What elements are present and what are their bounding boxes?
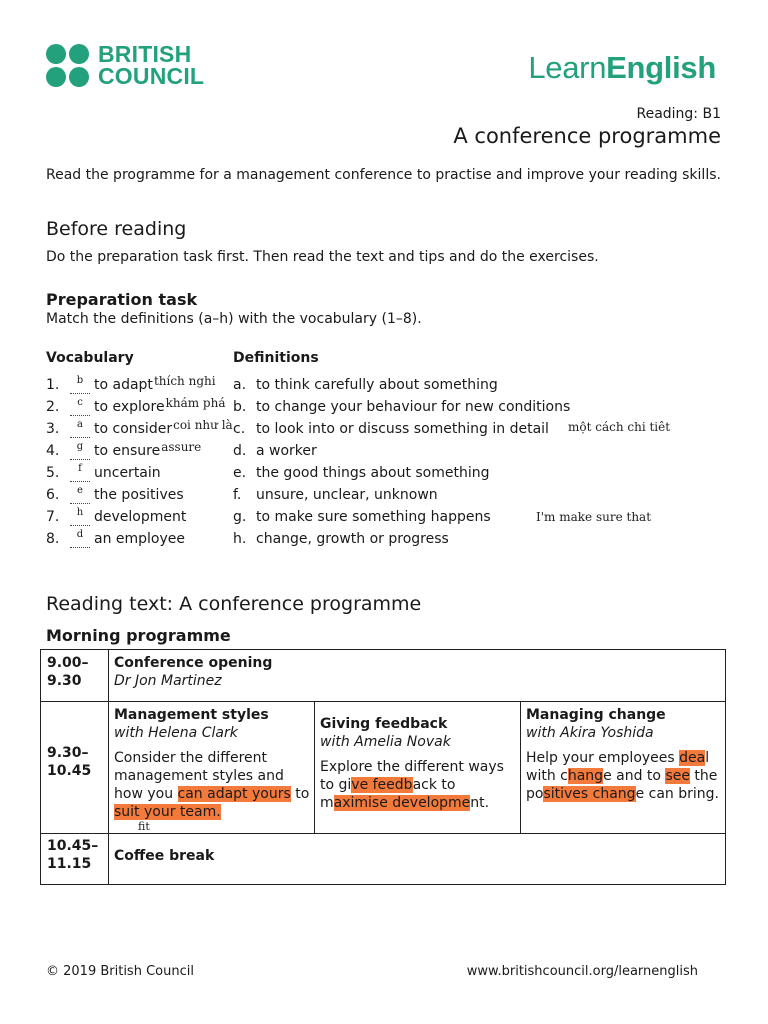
learnenglish-brand	[528, 50, 716, 86]
handwritten-note: coi như là	[173, 418, 233, 432]
footer-copyright: © 2019 British Council	[46, 964, 194, 979]
definition-text: a worker	[256, 443, 317, 459]
answer-blank[interactable]: h	[70, 507, 90, 526]
definition-letter: e.	[233, 465, 247, 481]
handwritten-note: thích nghi	[153, 374, 216, 388]
vocab-word: to adaptthích nghi	[94, 374, 216, 393]
session-speaker: with Akira Yoshida	[526, 725, 654, 741]
handwritten-note: khám phá	[165, 396, 226, 410]
definition-letter: a.	[233, 377, 247, 393]
before-reading-text: Do the preparation task first. Then read the text and tips and do the exercises.	[46, 249, 599, 265]
morning-programme-heading: Morning programme	[46, 626, 231, 645]
logo-line1: BRITISH	[98, 41, 192, 67]
handwritten-note: assure	[161, 440, 202, 454]
session-management-styles	[114, 706, 310, 821]
answer-blank[interactable]: e	[70, 485, 90, 504]
item-number: 7.	[46, 509, 60, 525]
vocab-word: to considercoi như là	[94, 418, 233, 437]
definition-letter: f.	[233, 487, 242, 503]
brand-light: Learn	[528, 50, 607, 85]
vocab-row	[0, 441, 768, 463]
opening-cell	[114, 654, 714, 690]
session-title: Management styles	[114, 707, 269, 723]
answer-blank[interactable]: g	[70, 441, 90, 460]
def-header: Definitions	[233, 350, 319, 366]
definition-letter: b.	[233, 399, 247, 415]
item-number: 5.	[46, 465, 60, 481]
note-fit: fit	[138, 820, 150, 833]
logo-dots-icon	[46, 44, 90, 88]
definition-text: to make sure something happens	[256, 509, 491, 525]
answer-blank[interactable]: d	[70, 529, 90, 548]
session-managing-change	[526, 706, 720, 803]
level-label: Reading: B1	[636, 106, 721, 122]
definition-letter: h.	[233, 531, 247, 547]
item-number: 1.	[46, 377, 60, 393]
definition-text: change, growth or progress	[256, 531, 449, 547]
item-number: 6.	[46, 487, 60, 503]
answer-blank[interactable]: c	[70, 397, 90, 416]
prep-heading: Preparation task	[46, 290, 198, 309]
answer-blank[interactable]: f	[70, 463, 90, 482]
definition-letter: c.	[233, 421, 246, 437]
prep-instruction: Match the definitions (a–h) with the vocabulary (1–8).	[46, 311, 422, 327]
side-note-row7: I'm make sure that	[536, 510, 652, 524]
side-note-row3: một cách chi tiêt	[568, 420, 671, 434]
session-time: 9.30– 10.45	[47, 745, 92, 779]
vocab-row	[0, 463, 768, 485]
vocab-row	[0, 507, 768, 529]
item-number: 8.	[46, 531, 60, 547]
definition-text: to look into or discuss something in detail	[256, 421, 549, 437]
item-number: 3.	[46, 421, 60, 437]
session-title: Managing change	[526, 707, 666, 723]
coffee-break: Coffee break	[114, 848, 215, 864]
opening-speaker: Dr Jon Martinez	[114, 673, 222, 689]
session-description: Help your employees deal with change and to see the positives change can bring.	[526, 750, 719, 802]
intro-text: Read the programme for a management conference to practise and improve your reading skills.	[46, 167, 721, 183]
footer-url[interactable]: www.britishcouncil.org/learnenglish	[466, 964, 698, 979]
session-description: Explore the different ways to give feedback to maximise development.	[320, 759, 504, 811]
session-speaker: with Helena Clark	[114, 725, 238, 741]
opening-title: Conference opening	[114, 655, 273, 671]
item-number: 2.	[46, 399, 60, 415]
brand-bold: English	[606, 50, 716, 85]
vocab-word: uncertain	[94, 465, 161, 481]
definition-text: to change your behaviour for new conditions	[256, 399, 571, 415]
definition-text: unsure, unclear, unknown	[256, 487, 438, 503]
vocab-word: to ensureassure	[94, 440, 202, 459]
reading-heading: Reading text: A conference programme	[46, 593, 422, 615]
programme-table	[40, 649, 726, 885]
vocab-row	[0, 375, 768, 397]
session-title: Giving feedback	[320, 716, 448, 732]
definition-letter: d.	[233, 443, 247, 459]
vocab-word: development	[94, 509, 187, 525]
definition-text: the good things about something	[256, 465, 490, 481]
session-speaker: with Amelia Novak	[320, 734, 451, 750]
before-reading-heading: Before reading	[46, 218, 187, 240]
answer-blank[interactable]: a	[70, 419, 90, 438]
session-description: Consider the different management styles and how you can adapt yours to suit your team.	[114, 750, 310, 820]
coffee-time: 10.45– 11.15	[47, 838, 99, 872]
vocab-word: an employee	[94, 531, 186, 547]
page-title: A conference programme	[453, 124, 721, 148]
vocab-word: the positives	[94, 487, 184, 503]
session-giving-feedback	[320, 715, 516, 812]
vocab-row	[0, 529, 768, 551]
definition-letter: g.	[233, 509, 247, 525]
answer-blank[interactable]: b	[70, 375, 90, 394]
vocab-row	[0, 397, 768, 419]
vocab-word: to explorekhám phá	[94, 396, 226, 415]
vocab-header: Vocabulary	[46, 350, 134, 366]
vocab-row	[0, 485, 768, 507]
item-number: 4.	[46, 443, 60, 459]
logo-line2: COUNCIL	[98, 63, 205, 89]
definition-text: to think carefully about something	[256, 377, 498, 393]
opening-time: 9.00– 9.30	[47, 655, 89, 689]
